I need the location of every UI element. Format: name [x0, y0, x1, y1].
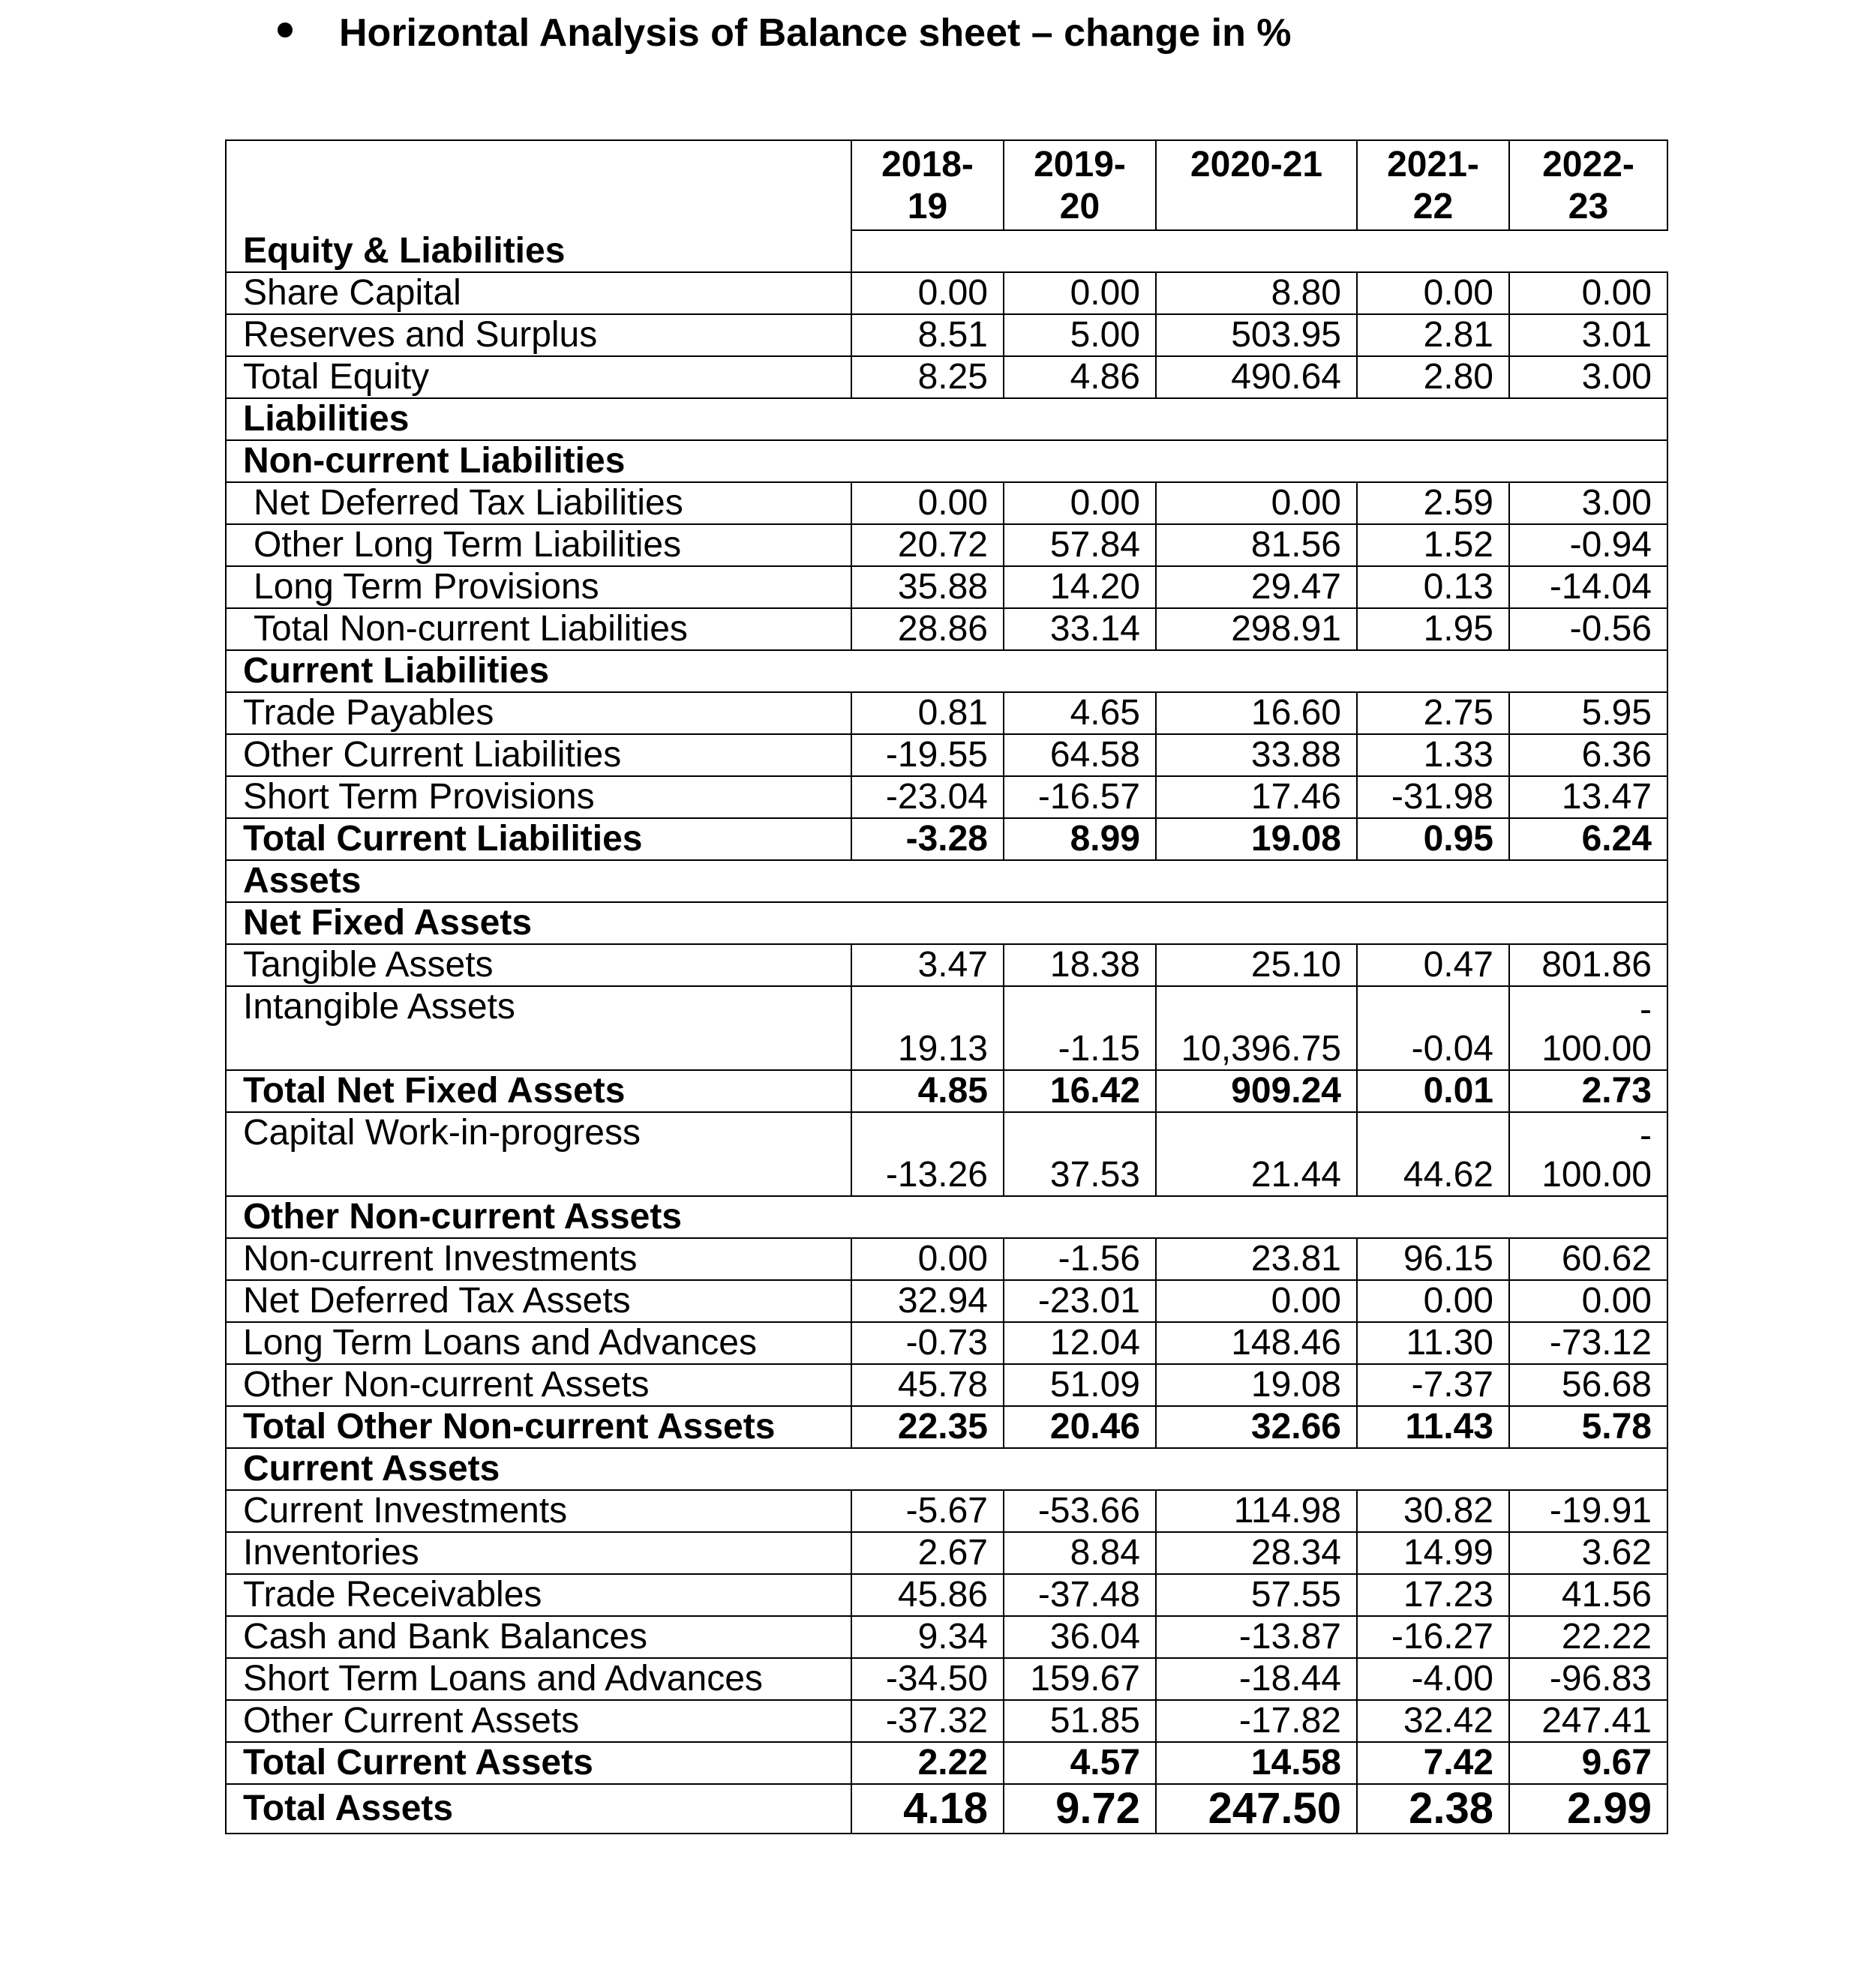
cell-value: 56.68: [1509, 1364, 1667, 1406]
cell-value: 298.91: [1156, 608, 1357, 650]
cell-value: 19.13: [851, 986, 1004, 1070]
cell-value: -37.32: [851, 1700, 1004, 1742]
cell-value: 51.85: [1004, 1700, 1156, 1742]
cell-value: -0.04: [1357, 986, 1509, 1070]
row-label: Short Term Loans and Advances: [226, 1658, 851, 1700]
cell-value: 2.73: [1509, 1070, 1667, 1112]
row-label: Trade Payables: [226, 692, 851, 734]
cell-value: 19.08: [1156, 818, 1357, 860]
total-row: [226, 1070, 1667, 1112]
cell-value: 32.42: [1357, 1700, 1509, 1742]
cell-value: 8.51: [851, 314, 1004, 356]
cell-value: 6.36: [1509, 734, 1667, 776]
cell-value: 2.75: [1357, 692, 1509, 734]
row-label: Non-current Investments: [226, 1238, 851, 1280]
row-label: Total Equity: [226, 356, 851, 398]
horizontal-analysis-table: [225, 139, 1668, 1834]
cell-value: 60.62: [1509, 1238, 1667, 1280]
cell-value: 25.10: [1156, 944, 1357, 986]
cell-value: -7.37: [1357, 1364, 1509, 1406]
cell-value: 14.20: [1004, 566, 1156, 608]
cell-value: -18.44: [1156, 1658, 1357, 1700]
cell-value: -0.56: [1509, 608, 1667, 650]
cell-value: 1.95: [1357, 608, 1509, 650]
cell-value: 20.72: [851, 524, 1004, 566]
row-label: Trade Receivables: [226, 1574, 851, 1616]
cell-value: 9.72: [1004, 1784, 1156, 1834]
row-label: Total Current Liabilities: [226, 818, 851, 860]
row-label: Other Non-current Assets: [226, 1364, 851, 1406]
cell-value: 2.80: [1357, 356, 1509, 398]
row-label: Net Deferred Tax Liabilities: [226, 482, 851, 524]
section-row: [226, 230, 1667, 272]
cell-value: 2.99: [1509, 1784, 1667, 1834]
cell-value: 0.00: [1357, 1280, 1509, 1322]
cell-value: 96.15: [1357, 1238, 1509, 1280]
cell-value: 8.84: [1004, 1532, 1156, 1574]
page-title: Horizontal Analysis of Balance sheet – change in %: [339, 11, 1292, 55]
cell-value: 18.38: [1004, 944, 1156, 986]
row-label: Total Non-current Liabilities: [226, 608, 851, 650]
cell-value: 41.56: [1509, 1574, 1667, 1616]
cell-value: -23.04: [851, 776, 1004, 818]
cell-value: -19.55: [851, 734, 1004, 776]
cell-value: 2.38: [1357, 1784, 1509, 1834]
cell-value: 0.81: [851, 692, 1004, 734]
cell-value: 8.99: [1004, 818, 1156, 860]
cell-value: -1.15: [1004, 986, 1156, 1070]
cell-value: -73.12: [1509, 1322, 1667, 1364]
cell-value: -23.01: [1004, 1280, 1156, 1322]
cell-value: 16.42: [1004, 1070, 1156, 1112]
cell-value: 0.00: [851, 272, 1004, 314]
section-label: Other Non-current Assets: [226, 1196, 1667, 1238]
cell-value: 21.44: [1156, 1112, 1357, 1196]
cell-value: 0.00: [1509, 1280, 1667, 1322]
table-row: [226, 1322, 1667, 1364]
cell-value: 4.85: [851, 1070, 1004, 1112]
cell-value: -96.83: [1509, 1658, 1667, 1700]
cell-value: -0.94: [1509, 524, 1667, 566]
year-header: 2018- 19: [851, 140, 1004, 230]
cell-value: 801.86: [1509, 944, 1667, 986]
cell-value: 5.95: [1509, 692, 1667, 734]
cell-value: 2.59: [1357, 482, 1509, 524]
cell-value: 19.08: [1156, 1364, 1357, 1406]
table-row: [226, 1532, 1667, 1574]
table-row: [226, 986, 1667, 1070]
cell-value: 159.67: [1004, 1658, 1156, 1700]
total-row: [226, 818, 1667, 860]
section-label: Current Liabilities: [226, 650, 1667, 692]
cell-value: 4.86: [1004, 356, 1156, 398]
table-row: [226, 482, 1667, 524]
cell-value: -5.67: [851, 1490, 1004, 1532]
year-header: 2019- 20: [1004, 140, 1156, 230]
cell-value: 17.46: [1156, 776, 1357, 818]
cell-value: 0.00: [1357, 272, 1509, 314]
cell-value: 8.80: [1156, 272, 1357, 314]
cell-value: 29.47: [1156, 566, 1357, 608]
cell-value: 14.58: [1156, 1742, 1357, 1784]
cell-value: 33.88: [1156, 734, 1357, 776]
cell-value: 247.41: [1509, 1700, 1667, 1742]
cell-value: 28.34: [1156, 1532, 1357, 1574]
cell-value: 2.67: [851, 1532, 1004, 1574]
table-row: [226, 1700, 1667, 1742]
cell-value: 0.13: [1357, 566, 1509, 608]
table-row: [226, 692, 1667, 734]
year-header: 2020-21: [1156, 140, 1357, 230]
cell-value: 0.00: [1509, 272, 1667, 314]
cell-value: 5.00: [1004, 314, 1156, 356]
section-row: [226, 440, 1667, 482]
row-label: Cash and Bank Balances: [226, 1616, 851, 1658]
section-row: [226, 1448, 1667, 1490]
section-label: Liabilities: [226, 398, 1667, 440]
cell-value: 0.00: [1156, 482, 1357, 524]
table-row: [226, 524, 1667, 566]
cell-value: 33.14: [1004, 608, 1156, 650]
cell-value: 0.00: [851, 1238, 1004, 1280]
table-row: [226, 566, 1667, 608]
table-row: [226, 734, 1667, 776]
section-label: Assets: [226, 860, 1667, 902]
cell-value: 51.09: [1004, 1364, 1156, 1406]
row-label: Long Term Loans and Advances: [226, 1322, 851, 1364]
cell-value: 17.23: [1357, 1574, 1509, 1616]
section-label: Net Fixed Assets: [226, 902, 1667, 944]
row-label: Other Current Liabilities: [226, 734, 851, 776]
total-row: [226, 1406, 1667, 1448]
row-label: Total Other Non-current Assets: [226, 1406, 851, 1448]
cell-value: 5.78: [1509, 1406, 1667, 1448]
row-label: Other Current Assets: [226, 1700, 851, 1742]
cell-value: 0.00: [1156, 1280, 1357, 1322]
cell-value: 10,396.75: [1156, 986, 1357, 1070]
table-row: [226, 356, 1667, 398]
row-label: Share Capital: [226, 272, 851, 314]
table-row: [226, 1490, 1667, 1532]
cell-value: 1.33: [1357, 734, 1509, 776]
header-row: [226, 140, 1667, 230]
table-row: [226, 1658, 1667, 1700]
cell-value: -37.48: [1004, 1574, 1156, 1616]
cell-value: 3.62: [1509, 1532, 1667, 1574]
section-label: Equity & Liabilities: [226, 230, 851, 272]
section-label: Current Assets: [226, 1448, 1667, 1490]
cell-value: 0.95: [1357, 818, 1509, 860]
cell-value: 4.18: [851, 1784, 1004, 1834]
cell-value: 44.62: [1357, 1112, 1509, 1196]
cell-value: 13.47: [1509, 776, 1667, 818]
cell-value: 9.34: [851, 1616, 1004, 1658]
cell-value: -17.82: [1156, 1700, 1357, 1742]
table-row: [226, 1574, 1667, 1616]
cell-value: 45.86: [851, 1574, 1004, 1616]
row-label: Capital Work-in-progress: [226, 1112, 851, 1196]
cell-value: -34.50: [851, 1658, 1004, 1700]
cell-value: 0.00: [1004, 482, 1156, 524]
cell-value: 57.55: [1156, 1574, 1357, 1616]
section-label: Non-current Liabilities: [226, 440, 1667, 482]
grand-total-row: [226, 1784, 1667, 1834]
cell-value: 114.98: [1156, 1490, 1357, 1532]
cell-value: 4.65: [1004, 692, 1156, 734]
table-row: [226, 1616, 1667, 1658]
cell-value: 64.58: [1004, 734, 1156, 776]
cell-value: 503.95: [1156, 314, 1357, 356]
row-label: Tangible Assets: [226, 944, 851, 986]
row-label: Reserves and Surplus: [226, 314, 851, 356]
cell-value: -13.87: [1156, 1616, 1357, 1658]
row-label: Total Current Assets: [226, 1742, 851, 1784]
cell-value: 4.57: [1004, 1742, 1156, 1784]
cell-value: 23.81: [1156, 1238, 1357, 1280]
table-row: [226, 944, 1667, 986]
table-row: [226, 608, 1667, 650]
cell-value: -53.66: [1004, 1490, 1156, 1532]
cell-value: 22.35: [851, 1406, 1004, 1448]
cell-value: 247.50: [1156, 1784, 1357, 1834]
cell-value: 20.46: [1004, 1406, 1156, 1448]
section-row: [226, 902, 1667, 944]
total-row: [226, 1742, 1667, 1784]
cell-value: 28.86: [851, 608, 1004, 650]
section-row: [226, 860, 1667, 902]
cell-value: 8.25: [851, 356, 1004, 398]
row-label: Net Deferred Tax Assets: [226, 1280, 851, 1322]
bullet-icon: [278, 22, 293, 37]
cell-value: 30.82: [1357, 1490, 1509, 1532]
cell-value-wrapped: - 100.00: [1509, 986, 1667, 1070]
cell-value: 0.47: [1357, 944, 1509, 986]
cell-value: -16.57: [1004, 776, 1156, 818]
year-header: 2021- 22: [1357, 140, 1509, 230]
cell-value: 35.88: [851, 566, 1004, 608]
cell-value: 3.00: [1509, 356, 1667, 398]
year-header: 2022- 23: [1509, 140, 1667, 230]
cell-value: 3.47: [851, 944, 1004, 986]
cell-value: -19.91: [1509, 1490, 1667, 1532]
cell-value: 3.01: [1509, 314, 1667, 356]
cell-value: 32.66: [1156, 1406, 1357, 1448]
section-row: [226, 650, 1667, 692]
section-row: [226, 1196, 1667, 1238]
row-label: Short Term Provisions: [226, 776, 851, 818]
header-corner: [226, 140, 851, 230]
cell-value: 7.42: [1357, 1742, 1509, 1784]
cell-value: 22.22: [1509, 1616, 1667, 1658]
cell-value: 490.64: [1156, 356, 1357, 398]
cell-value: 16.60: [1156, 692, 1357, 734]
row-label: Inventories: [226, 1532, 851, 1574]
cell-value: 57.84: [1004, 524, 1156, 566]
cell-value: 1.52: [1357, 524, 1509, 566]
cell-value: 45.78: [851, 1364, 1004, 1406]
cell-value: -14.04: [1509, 566, 1667, 608]
row-label: Current Investments: [226, 1490, 851, 1532]
row-label: Other Long Term Liabilities: [226, 524, 851, 566]
cell-value: -1.56: [1004, 1238, 1156, 1280]
table-row: [226, 1280, 1667, 1322]
table-row: [226, 1112, 1667, 1196]
section-row: [226, 398, 1667, 440]
cell-value: 2.81: [1357, 314, 1509, 356]
cell-value: 14.99: [1357, 1532, 1509, 1574]
cell-value: 2.22: [851, 1742, 1004, 1784]
cell-value: -31.98: [1357, 776, 1509, 818]
cell-value: 11.30: [1357, 1322, 1509, 1364]
row-label: Long Term Provisions: [226, 566, 851, 608]
table-row: [226, 1364, 1667, 1406]
cell-value: 36.04: [1004, 1616, 1156, 1658]
cell-value: 0.01: [1357, 1070, 1509, 1112]
cell-value-wrapped: - 100.00: [1509, 1112, 1667, 1196]
cell-value: -13.26: [851, 1112, 1004, 1196]
table-row: [226, 272, 1667, 314]
row-label: Total Assets: [226, 1784, 851, 1834]
row-label: Total Net Fixed Assets: [226, 1070, 851, 1112]
table-row: [226, 1238, 1667, 1280]
table-row: [226, 314, 1667, 356]
cell-value: 0.00: [1004, 272, 1156, 314]
cell-value: 37.53: [1004, 1112, 1156, 1196]
cell-value: 9.67: [1509, 1742, 1667, 1784]
cell-value: 6.24: [1509, 818, 1667, 860]
cell-value: 81.56: [1156, 524, 1357, 566]
row-label: Intangible Assets: [226, 986, 851, 1070]
cell-value: 32.94: [851, 1280, 1004, 1322]
cell-value: 12.04: [1004, 1322, 1156, 1364]
cell-value: 0.00: [851, 482, 1004, 524]
cell-value: -16.27: [1357, 1616, 1509, 1658]
cell-value: -0.73: [851, 1322, 1004, 1364]
cell-value: -4.00: [1357, 1658, 1509, 1700]
table-row: [226, 776, 1667, 818]
cell-value: 11.43: [1357, 1406, 1509, 1448]
cell-value: -3.28: [851, 818, 1004, 860]
cell-value: 909.24: [1156, 1070, 1357, 1112]
cell-value: 148.46: [1156, 1322, 1357, 1364]
cell-value: 3.00: [1509, 482, 1667, 524]
